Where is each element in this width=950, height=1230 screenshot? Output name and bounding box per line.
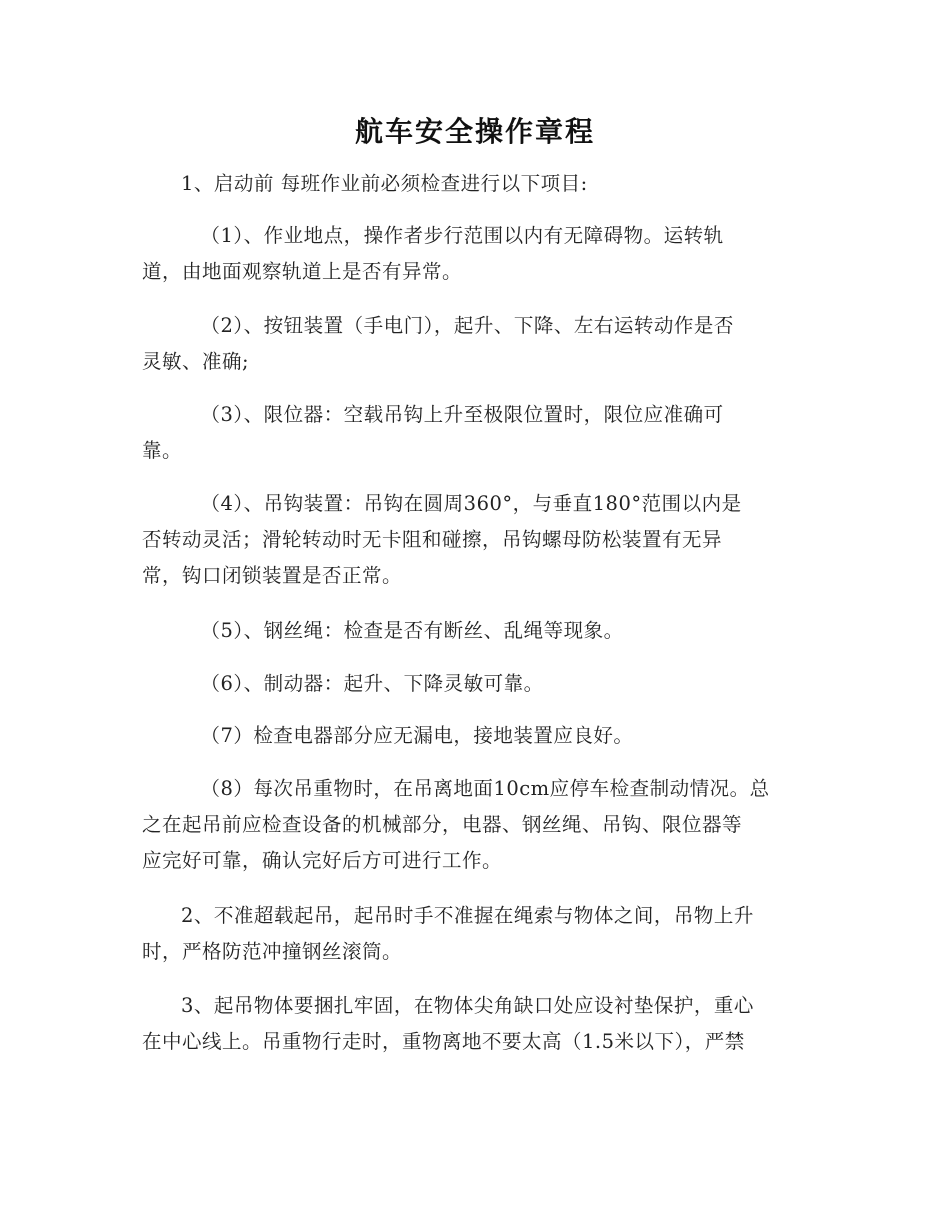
paragraph-line: 应完好可靠，确认完好后方可进行工作。 bbox=[142, 849, 503, 872]
paragraph-line: 之在起吊前应检查设备的机械部分，电器、钢丝绳、吊钩、限位器等 bbox=[142, 813, 743, 836]
paragraph-line: （6）、制动器：起升、下降灵敏可靠。 bbox=[200, 672, 544, 695]
paragraph-1 bbox=[142, 166, 814, 202]
paragraph-line: （1）、作业地点，操作者步行范围以内有无障碍物。运转轨 bbox=[200, 224, 724, 247]
paragraph-item-1 bbox=[142, 218, 814, 290]
paragraph-line: （4）、吊钩装置：吊钩在圆周360°，与垂直180°范围以内是 bbox=[200, 492, 742, 515]
paragraph-line: 否转动灵活；滑轮转动时无卡阻和碰擦，吊钩螺母防松装置有无异 bbox=[142, 528, 723, 551]
paragraph-3 bbox=[142, 988, 814, 1060]
paragraph-line: 3、起吊物体要捆扎牢固，在物体尖角缺口处应设衬垫保护，重心 bbox=[181, 994, 754, 1017]
paragraph-line: 常，钩口闭锁装置是否正常。 bbox=[142, 564, 403, 587]
paragraph-line: 时，严格防范冲撞钢丝滚筒。 bbox=[142, 940, 403, 963]
paragraph-line: （2）、按钮装置（手电门），起升、下降、左右运转动作是否 bbox=[200, 314, 734, 337]
paragraph-item-2 bbox=[142, 308, 814, 380]
paragraph-line: 靠。 bbox=[142, 439, 183, 462]
paragraph-line: 在中心线上。吊重物行走时，重物离地不要太高（1.5米以下），严禁 bbox=[142, 1030, 745, 1053]
paragraph-line: （5）、钢丝绳：检查是否有断丝、乱绳等现象。 bbox=[200, 619, 624, 642]
paragraph-item-6 bbox=[142, 666, 814, 702]
paragraph-item-7 bbox=[142, 718, 814, 754]
paragraph-line: （3）、限位器：空载吊钩上升至极限位置时，限位应准确可 bbox=[200, 403, 724, 426]
paragraph-line: （8）每次吊重物时，在吊离地面10cm应停车检查制动情况。总 bbox=[200, 777, 770, 800]
paragraph-item-5 bbox=[142, 613, 814, 649]
paragraph-item-3 bbox=[142, 397, 814, 469]
paragraph-line: 道，由地面观察轨道上是否有异常。 bbox=[142, 260, 463, 283]
paragraph-item-8 bbox=[142, 771, 814, 879]
paragraph-line: 灵敏、准确; bbox=[142, 350, 250, 373]
paragraph-line: 2、不准超载起吊，起吊时手不准握在绳索与物体之间，吊物上升 bbox=[181, 904, 754, 927]
paragraph-line: 1、启动前 每班作业前必须检查进行以下项目: bbox=[181, 172, 588, 195]
paragraph-line: （7）检查电器部分应无漏电，接地装置应良好。 bbox=[200, 724, 634, 747]
paragraph-2 bbox=[142, 898, 814, 970]
document-title: 航车安全操作章程 bbox=[354, 115, 595, 148]
paragraph-item-4 bbox=[142, 486, 814, 594]
